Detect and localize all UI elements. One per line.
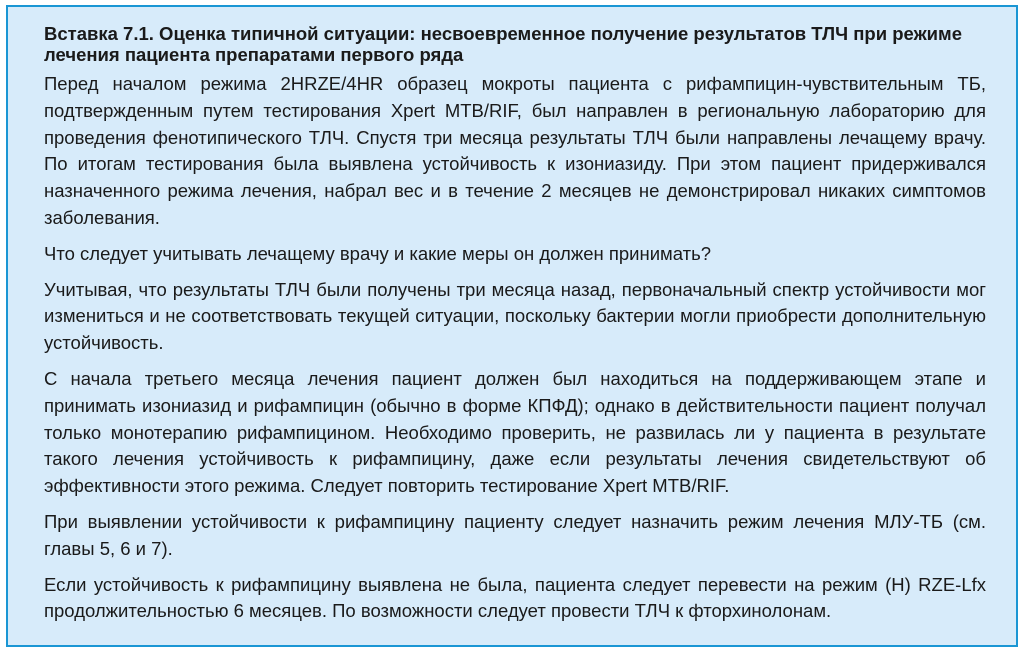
paragraph-answer-dst: Учитывая, что результаты ТЛЧ были получены три месяца назад, первоначальный спектр устойчивости мог измениться и не соответствовать текущей ситуации, поскольку бактерии могли приобрести дополнительную устойчивость.: [44, 278, 986, 354]
paragraph-answer-regimen: Если устойчивость к рифампицину выявлена не была, пациента следует перевести на режим (H) RZE-Lfx продолжительностью 6 месяцев. По возможности следует провести ТЛЧ к фторхинолонам.: [44, 573, 986, 622]
paragraph-answer-treatment: С начала третьего месяца лечения пациент должен был находиться на поддерживающем этапе и принимать изониазид и рифампицин (обычно в форме КПФД); однако в действительности пациент получал только монотерапию рифампицином. Необходимо проверить, не развилась ли у пациента в результате такого лечения устойчивость к рифампицину, даже если результаты лечения свидетельствуют об эффективности этого режима. Следует повторить тестирование Xpert MTB/RIF.: [44, 367, 986, 497]
paragraph-case-description: Перед началом режима 2HRZE/4HR образец мокроты пациента с рифампицин-чувствительным ТБ, подтвержденным путем тестирования Xpert MTB/RIF, был направлен в региональную лабораторию для проведения фенотипического ТЛЧ. Спустя три месяца результаты ТЛЧ были направлены лечащему врачу. По итогам тестирования была выявлена устойчивость к изониазиду. При этом пациент придерживался назначенного режима лечения, набрал вес и в течение 2 месяцев не демонстрировал никаких симптомов заболевания.: [44, 73, 986, 228]
paragraph-question: Что следует учитывать лечащему врачу и какие меры он должен принимать?: [44, 242, 712, 264]
paragraph-answer-mdr: При выявлении устойчивости к рифампицину пациенту следует назначить режим лечения МЛУ-ТБ (см. главы 5, 6 и 7).: [44, 510, 986, 559]
box-title: Вставка 7.1. Оценка типичной ситуации: несвоевременное получение результатов ТЛЧ при режиме лечения пациента препаратами первого ряда: [44, 23, 963, 65]
text-box: [6, 5, 1018, 647]
